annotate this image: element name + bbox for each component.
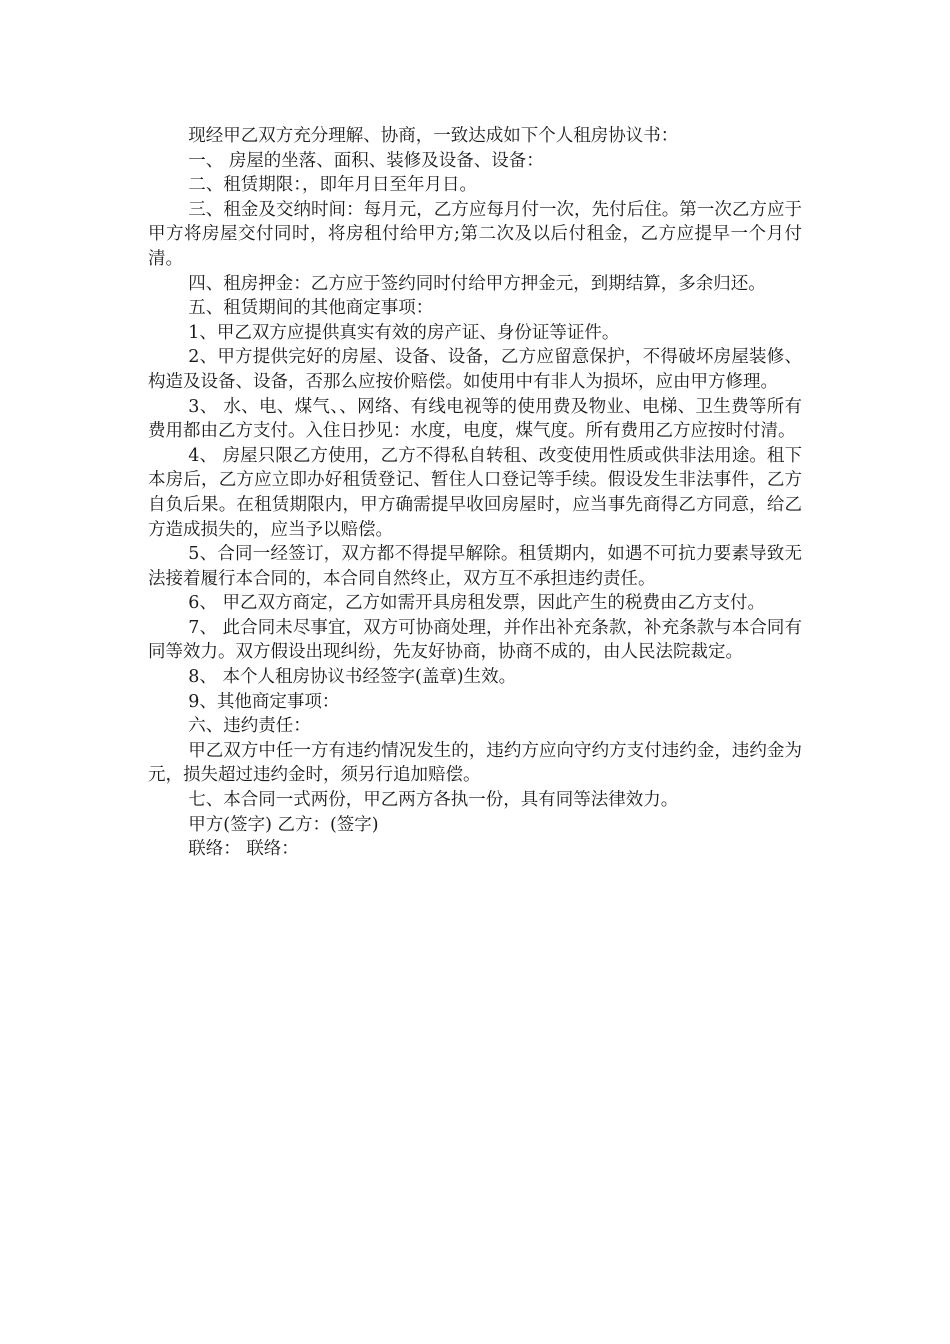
paragraph-intro: 现经甲乙双方充分理解、协商，一致达成如下个人租房协议书： [188,126,679,146]
paragraph-item-3: 3、 水、电、煤气、、网络、有线电视等的使用费及物业、电梯、卫生费等所有费用都由乙方支付。入住日抄见：水度，电度，煤气度。所有费用乙方应按时付清。 [148,396,802,442]
paragraph-item-1: 1、甲乙双方应提供真实有效的房产证、身份证等证件。 [188,322,620,343]
paragraph-section-7: 七、本合同一式两份，甲乙两方各执一份，具有同等法律效力。 [188,790,679,811]
paragraph-section-1: 一、 房屋的坐落、面积、装修及设备、设备： [188,150,544,171]
paragraph-item-4: 4、 房屋只限乙方使用，乙方不得私自转租、改变使用性质或供非法用途。租下本房后，乙方应立即办好租赁登记、暂住人口登记等手续。假设发生非法事件，乙方自负后果。在租赁期限内，甲方确需提早收回房屋时，应当事先商得乙方同意，给乙方造成损失的，应当予以赔偿。 [148,445,802,540]
paragraph-item-8: 8、 本个人租房协议书经签字(盖章)生效。 [188,667,517,688]
paragraph-item-5: 5、合同一经签订，双方都不得提早解除。租赁期内，如遇不可抗力要素导致无法接着履行本合同的，本合同自然终止，双方互不承担违约责任。 [148,544,802,589]
document-body [148,124,802,862]
paragraph-item-2: 2、甲方提供完好的房屋、设备、设备，乙方应留意保护，不得破坏房屋装修、构造及设备、设备，否那么应按价赔偿。如使用中有非人为损坏，应由甲方修理。 [148,347,802,392]
paragraph-item-9: 9、其他商定事项： [188,691,340,712]
paragraph-item-6: 6、 甲乙双方商定，乙方如需开具房租发票，因此产生的税费由乙方支付。 [188,593,765,614]
paragraph-breach-detail: 甲乙双方中任一方有违约情况发生的，违约方应向守约方支付违约金，违约金为元，损失超过违约金时，须另行追加赔偿。 [148,740,802,786]
paragraph-section-2: 二、租赁期限：，即年月日至年月日。 [188,175,477,196]
paragraph-section-5: 五、租赁期间的其他商定事项： [188,298,434,319]
paragraph-section-4: 四、租房押金：乙方应于签约同时付给甲方押金元，到期结算，多余归还。 [188,273,766,294]
paragraph-signatures: 甲方(签字) 乙方：(签字) [188,814,379,835]
paragraph-section-6: 六、违约责任： [188,716,311,737]
paragraph-item-7: 7、 此合同未尽事宜，双方可协商处理，并作出补充条款，补充条款与本合同有同等效力。双方假设出现纠纷，先友好协商，协商不成的，由人民法院裁定。 [148,617,802,663]
paragraph-section-3: 三、租金及交纳时间：每月元，乙方应每月付一次，先付后住。第一次乙方应于甲方将房屋交付同时，将房租付给甲方;第二次及以后付租金，乙方应提早一个月付清。 [148,199,802,269]
paragraph-contacts: 联络： 联络： [188,839,299,860]
